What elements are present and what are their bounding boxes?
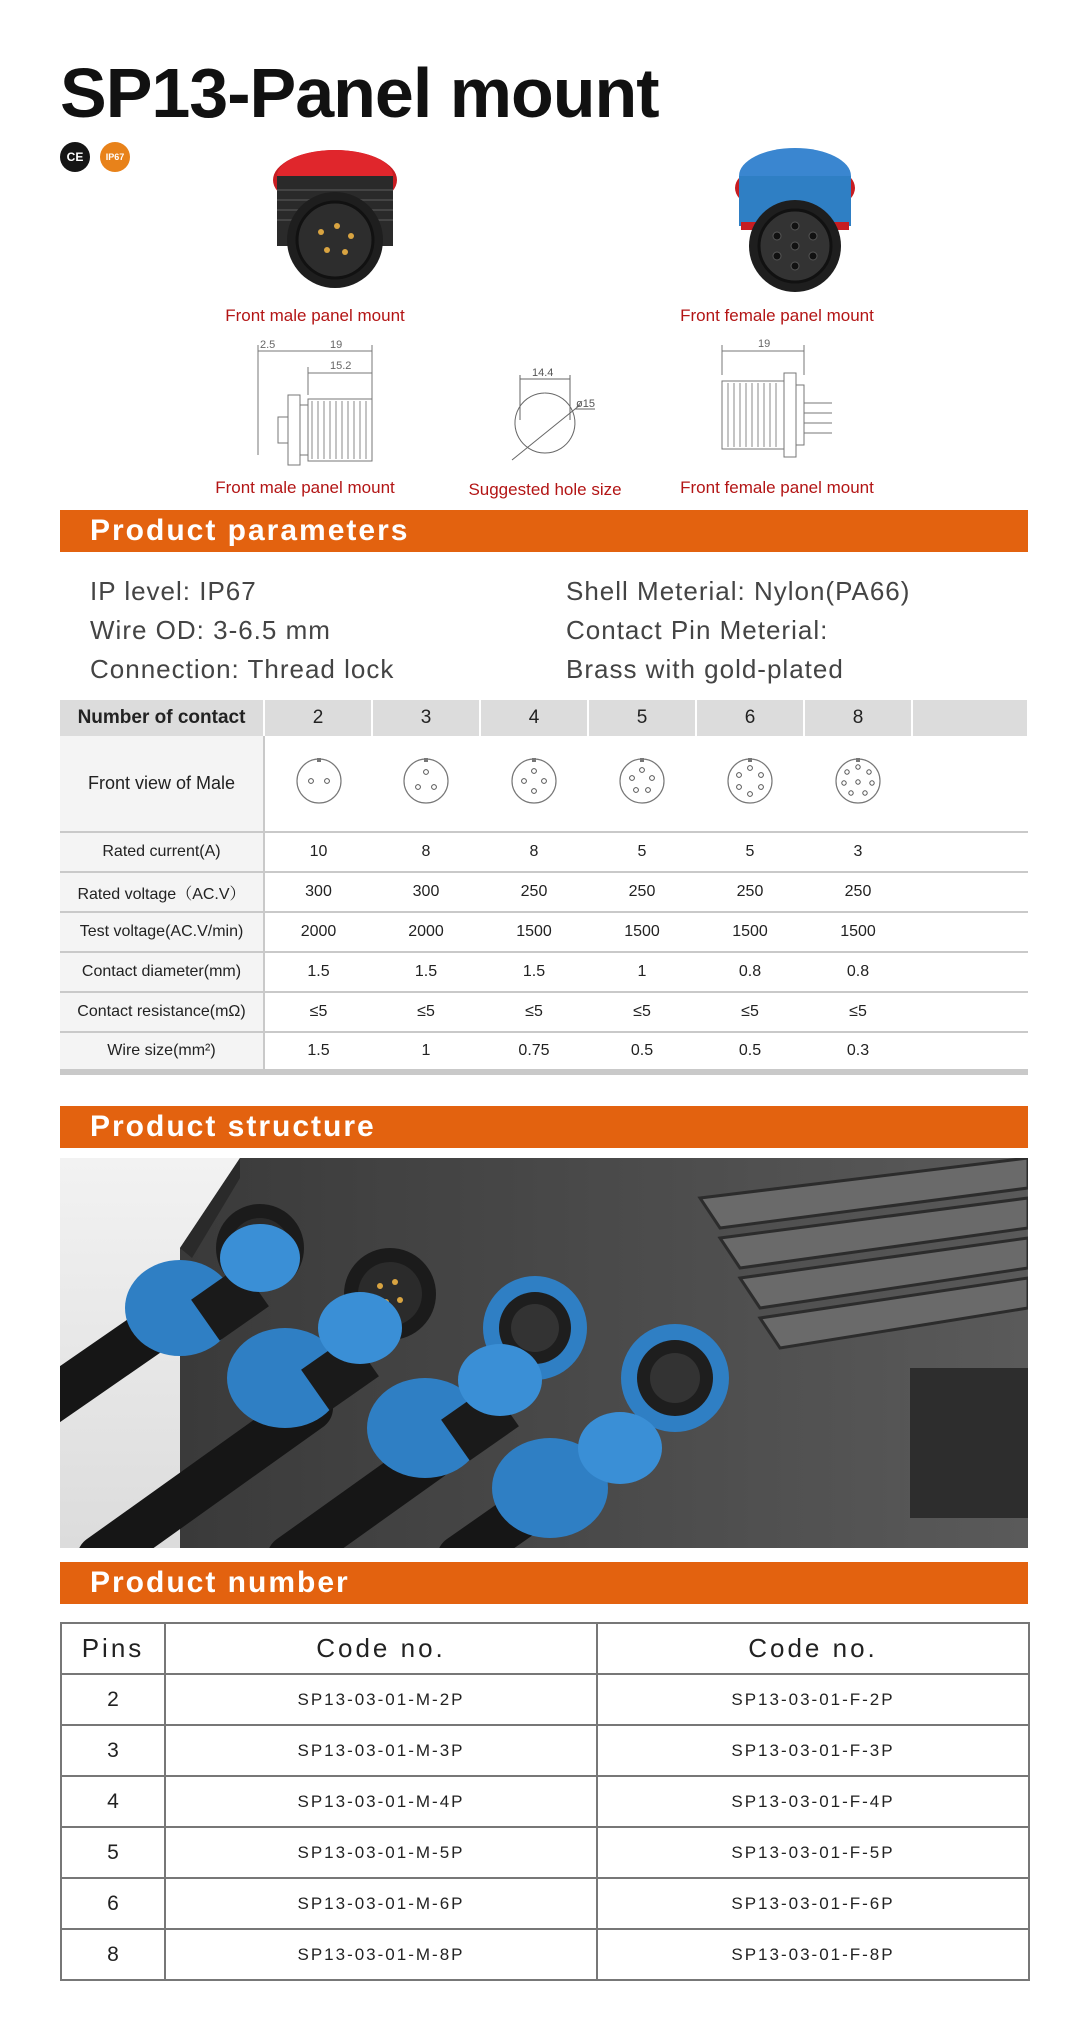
spec-value: 250	[480, 872, 588, 912]
spec-value: 5	[588, 832, 696, 872]
spec-row	[60, 912, 1028, 952]
contact-count: 8	[804, 700, 912, 736]
contact-count: 3	[372, 700, 480, 736]
section-header-number	[60, 1562, 1028, 1604]
contact-count: 4	[480, 700, 588, 736]
code-pins: 6	[61, 1878, 165, 1929]
spec-value: ≤5	[588, 992, 696, 1032]
spec-row-label: Contact resistance(mΩ)	[60, 992, 264, 1032]
spec-row-label: Contact diameter(mm)	[60, 952, 264, 992]
empty-cell	[912, 1032, 1028, 1072]
code-pins: 4	[61, 1776, 165, 1827]
section-title: Product parameters	[90, 514, 410, 547]
spec-row-label: Rated voltage（AC.V）	[60, 872, 264, 912]
spec-value: 3	[804, 832, 912, 872]
spec-value: 1500	[588, 912, 696, 952]
contact-count: 6	[696, 700, 804, 736]
spec-value: 1	[372, 1032, 480, 1072]
pin-layout-3	[372, 736, 480, 832]
param-shell-material: Shell Meterial: Nylon(PA66)	[566, 576, 911, 606]
pin-layout-2	[264, 736, 372, 832]
spec-value: 0.8	[696, 952, 804, 992]
spec-value: 1.5	[372, 952, 480, 992]
header-code-female: Code no.	[597, 1623, 1029, 1674]
param-connection: Connection: Thread lock	[90, 654, 395, 684]
spec-value: 0.5	[588, 1032, 696, 1072]
code-pins: 8	[61, 1929, 165, 1980]
product-structure-photo	[60, 1158, 1028, 1548]
param-pin-plating: Brass with gold-plated	[566, 654, 844, 684]
spec-value: 10	[264, 832, 372, 872]
code-row	[61, 1878, 1029, 1929]
caption-male-photo: Front male panel mount	[225, 306, 405, 325]
male-dim-15.2: 15.2	[330, 360, 352, 372]
caption-female-drawing: Front female panel mount	[680, 478, 874, 497]
spec-header-row	[60, 700, 1028, 736]
header-label: Number of contact	[60, 700, 264, 736]
param-ip-level: IP level: IP67	[90, 576, 257, 606]
spec-value: 1.5	[480, 952, 588, 992]
section-title: Product structure	[90, 1110, 376, 1143]
spec-value: 2000	[372, 912, 480, 952]
female-panel-mount-photo	[715, 140, 875, 300]
contact-count: 5	[588, 700, 696, 736]
code-pins: 3	[61, 1725, 165, 1776]
caption-female-photo: Front female panel mount	[680, 306, 874, 325]
female-dimension-drawing	[700, 335, 860, 475]
empty-cell	[912, 872, 1028, 912]
product-code-table	[60, 1622, 1030, 1981]
page-title: SP13-Panel mount	[60, 54, 659, 132]
spec-value: 1500	[804, 912, 912, 952]
spec-value: 2000	[264, 912, 372, 952]
code-female: SP13-03-01-F-2P	[597, 1674, 1029, 1725]
code-female: SP13-03-01-F-4P	[597, 1776, 1029, 1827]
code-row	[61, 1725, 1029, 1776]
spec-row	[60, 1032, 1028, 1072]
spec-value: 0.3	[804, 1032, 912, 1072]
code-row	[61, 1674, 1029, 1725]
code-row	[61, 1827, 1029, 1878]
code-male: SP13-03-01-M-6P	[165, 1878, 597, 1929]
spec-value: ≤5	[372, 992, 480, 1032]
spec-value: ≤5	[696, 992, 804, 1032]
hole-dim-15: ø15	[576, 398, 595, 410]
ce-mark-icon: CE	[60, 142, 90, 172]
spec-value: 0.75	[480, 1032, 588, 1072]
spec-value: 1.5	[264, 1032, 372, 1072]
spec-value: 300	[264, 872, 372, 912]
spec-value: 1.5	[264, 952, 372, 992]
empty-cell	[912, 952, 1028, 992]
code-header-row	[61, 1623, 1029, 1674]
pin-layout-6	[696, 736, 804, 832]
param-wire-od: Wire OD: 3-6.5 mm	[90, 615, 331, 645]
male-dimension-drawing	[250, 335, 390, 475]
caption-male-drawing: Front male panel mount	[215, 478, 395, 497]
code-pins: 2	[61, 1674, 165, 1725]
code-female: SP13-03-01-F-6P	[597, 1878, 1029, 1929]
spec-value: 250	[696, 872, 804, 912]
spec-row	[60, 992, 1028, 1032]
pins-label: Front view of Male	[60, 736, 264, 832]
code-row	[61, 1929, 1029, 1980]
spec-row-label: Test voltage(AC.V/min)	[60, 912, 264, 952]
code-male: SP13-03-01-M-4P	[165, 1776, 597, 1827]
spec-row-label: Rated current(A)	[60, 832, 264, 872]
code-female: SP13-03-01-F-5P	[597, 1827, 1029, 1878]
male-panel-mount-photo	[255, 140, 415, 300]
pin-layout-4	[480, 736, 588, 832]
spec-value: 5	[696, 832, 804, 872]
spec-row-label: Wire size(mm²)	[60, 1032, 264, 1072]
spec-value: 1	[588, 952, 696, 992]
pin-layout-8	[804, 736, 912, 832]
code-row	[61, 1776, 1029, 1827]
spec-value: 0.8	[804, 952, 912, 992]
code-male: SP13-03-01-M-3P	[165, 1725, 597, 1776]
spec-value: ≤5	[804, 992, 912, 1032]
contact-count: 2	[264, 700, 372, 736]
empty-cell	[912, 992, 1028, 1032]
pin-layout-row	[60, 736, 1028, 832]
male-dim-2.5: 2.5	[260, 339, 276, 351]
caption-hole: Suggested hole size	[468, 480, 622, 499]
spec-table	[60, 700, 1029, 1075]
spec-row	[60, 872, 1028, 912]
spec-value: 8	[480, 832, 588, 872]
spec-value: 8	[372, 832, 480, 872]
empty-cell	[912, 700, 1028, 736]
empty-cell	[912, 736, 1028, 832]
spec-value: 1500	[480, 912, 588, 952]
spec-value: 0.5	[696, 1032, 804, 1072]
male-dim-19: 19	[330, 339, 343, 351]
section-header-structure	[60, 1106, 1028, 1148]
hole-dim-14.4: 14.4	[532, 367, 554, 379]
female-dim-19: 19	[758, 338, 771, 350]
code-female: SP13-03-01-F-3P	[597, 1725, 1029, 1776]
empty-cell	[912, 832, 1028, 872]
empty-cell	[912, 912, 1028, 952]
spec-value: 300	[372, 872, 480, 912]
code-male: SP13-03-01-M-8P	[165, 1929, 597, 1980]
header-pins: Pins	[61, 1623, 165, 1674]
spec-value: 250	[804, 872, 912, 912]
code-male: SP13-03-01-M-5P	[165, 1827, 597, 1878]
section-title: Product number	[90, 1566, 350, 1599]
param-pin-material: Contact Pin Meterial:	[566, 615, 829, 645]
spec-row	[60, 832, 1028, 872]
code-female: SP13-03-01-F-8P	[597, 1929, 1029, 1980]
hole-size-drawing	[500, 365, 610, 475]
spec-value: ≤5	[264, 992, 372, 1032]
pin-layout-5	[588, 736, 696, 832]
ip67-badge-icon: IP67	[100, 142, 130, 172]
spec-value: ≤5	[480, 992, 588, 1032]
header-code-male: Code no.	[165, 1623, 597, 1674]
spec-value: 250	[588, 872, 696, 912]
code-pins: 5	[61, 1827, 165, 1878]
section-header-parameters	[60, 510, 1028, 552]
spec-row	[60, 952, 1028, 992]
spec-value: 1500	[696, 912, 804, 952]
code-male: SP13-03-01-M-2P	[165, 1674, 597, 1725]
